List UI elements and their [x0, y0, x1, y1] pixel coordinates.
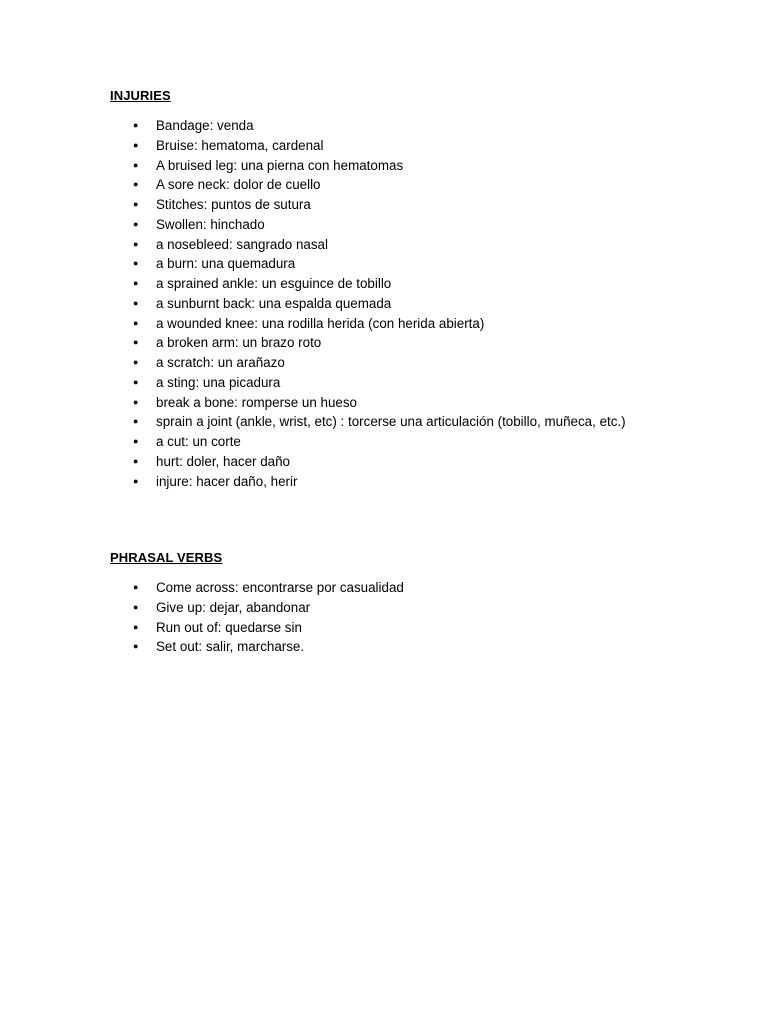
bullet-icon: ●: [133, 436, 139, 446]
list-item: [130, 136, 640, 156]
list-item: [130, 156, 640, 176]
list-item: [130, 637, 640, 657]
bullet-icon: ●: [133, 179, 139, 190]
bullet-icon: ●: [133, 139, 139, 150]
bullet-icon: ●: [133, 376, 139, 387]
list-item: [130, 235, 640, 255]
list-item-text: a burn: una quemadura: [156, 256, 296, 272]
bullet-icon: ●: [133, 582, 139, 592]
list-item: [130, 393, 640, 413]
bullet-icon: ●: [133, 238, 139, 249]
list-item: [130, 618, 640, 638]
list-item: [130, 598, 640, 618]
list-item-text: a sunburnt back: una espalda quemada: [156, 295, 392, 311]
bullet-icon: ●: [133, 337, 139, 348]
bullet-icon: ●: [133, 416, 139, 427]
phrasal-verbs-heading: PHRASAL VERBS: [110, 550, 223, 565]
list-item: [130, 353, 640, 373]
list-item: [130, 215, 640, 235]
bullet-icon: ●: [133, 199, 139, 209]
list-item-text: a broken arm: un brazo roto: [156, 335, 322, 351]
list-item-text: A sore neck: dolor de cuello: [156, 177, 321, 193]
bullet-icon: ●: [133, 357, 139, 367]
bullet-icon: ●: [133, 317, 139, 328]
bullet-icon: ●: [133, 601, 139, 612]
list-item: [130, 116, 640, 136]
list-item-text: injure: hacer daño, herir: [156, 473, 298, 489]
bullet-icon: ●: [133, 297, 139, 308]
injuries-list: [130, 116, 640, 491]
list-item-text: a sprained ankle: un esguince de tobillo: [156, 276, 392, 291]
list-item-text: a cut: un corte: [156, 434, 241, 449]
list-item: [130, 578, 640, 598]
list-item: [130, 373, 640, 393]
list-item-text: Swollen: hinchado: [156, 216, 265, 232]
bullet-icon: ●: [133, 218, 139, 229]
list-item: [130, 175, 640, 195]
list-item: [130, 472, 640, 492]
phrasal-verbs-list: [130, 578, 640, 657]
list-item-text: Come across: encontrarse por casualidad: [156, 580, 404, 595]
bullet-icon: ●: [133, 475, 139, 486]
list-item: [130, 314, 640, 334]
list-item: [130, 452, 640, 472]
bullet-icon: ●: [133, 278, 139, 288]
bullet-icon: ●: [133, 258, 139, 269]
bullet-icon: ●: [133, 455, 139, 466]
list-item-text: Stitches: puntos de sutura: [156, 197, 311, 212]
list-item-text: Bandage: venda: [156, 118, 254, 133]
bullet-icon: ●: [133, 120, 139, 130]
injuries-heading: INJURIES: [110, 88, 171, 103]
list-item-text: Set out: salir, marcharse.: [156, 639, 305, 655]
list-item-text: a nosebleed: sangrado nasal: [156, 236, 328, 252]
bullet-icon: ●: [133, 641, 139, 652]
list-item: [130, 333, 640, 353]
list-item-text: hurt: doler, hacer daño: [156, 453, 290, 469]
list-item-text: sprain a joint (ankle, wrist, etc) : torcerse una articulación (tobillo, muñeca, etc.): [156, 414, 626, 430]
list-item-text: Run out of: quedarse sin: [156, 619, 302, 635]
list-item-text: A bruised leg: una pierna con hematomas: [156, 157, 404, 173]
bullet-icon: ●: [133, 621, 139, 632]
list-item: [130, 294, 640, 314]
list-item-text: break a bone: romperse un hueso: [156, 394, 357, 410]
list-item-text: Give up: dejar, abandonar: [156, 599, 311, 615]
list-item: [130, 432, 640, 452]
list-item-text: a sting: una picadura: [156, 374, 281, 390]
list-item: [130, 274, 640, 294]
bullet-icon: ●: [133, 159, 139, 170]
list-item-text: a scratch: un arañazo: [156, 355, 285, 370]
list-item: [130, 412, 640, 432]
list-item-text: a wounded knee: una rodilla herida (con herida abierta): [156, 315, 485, 331]
bullet-icon: ●: [133, 396, 139, 407]
list-item: [130, 254, 640, 274]
list-item-text: Bruise: hematoma, cardenal: [156, 137, 324, 153]
list-item: [130, 195, 640, 215]
